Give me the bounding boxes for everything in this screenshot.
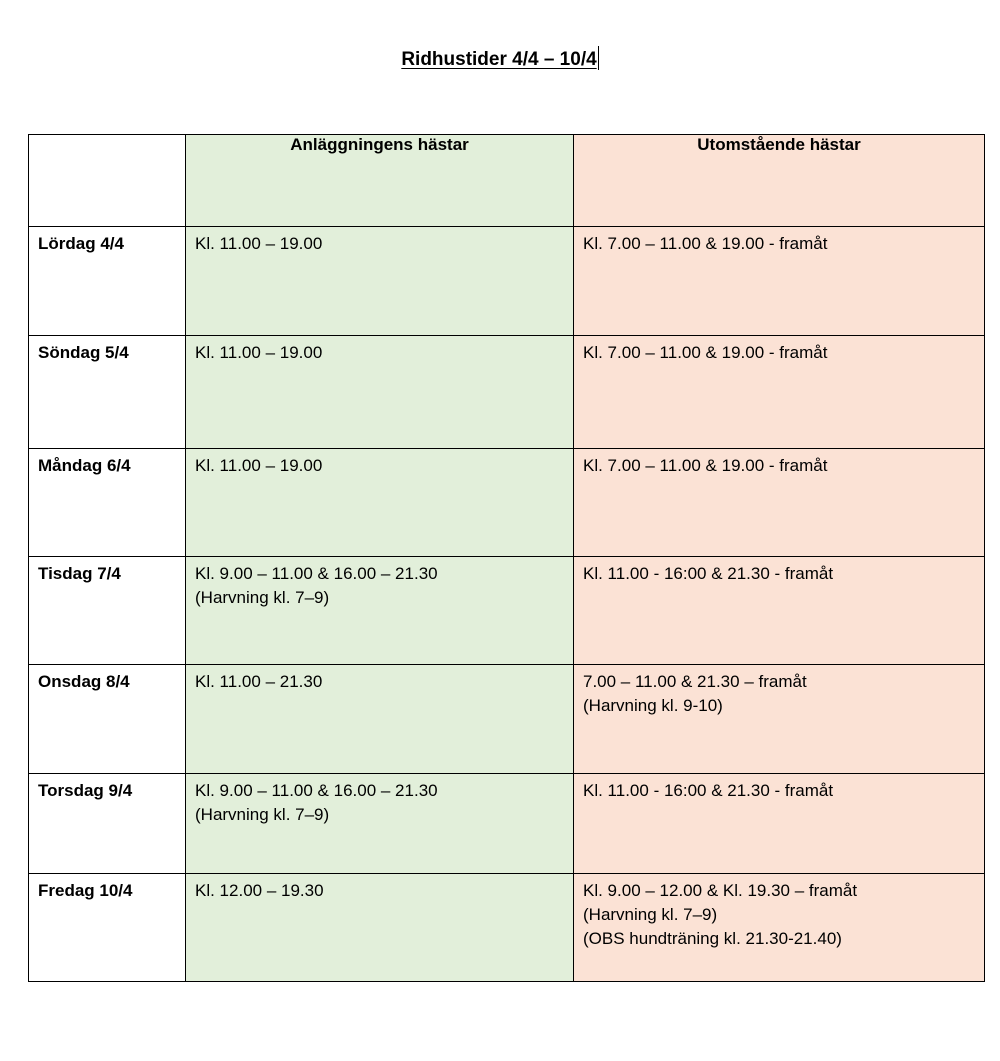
external-horses-cell (574, 557, 985, 665)
external-horses-time: Kl. 7.00 – 11.00 & 19.00 - framåt (583, 456, 828, 475)
external-horses-time: Kl. 7.00 – 11.00 & 19.00 - framåt (583, 234, 828, 253)
table-row (29, 449, 985, 557)
own-horses-time: Kl. 11.00 – 21.30 (195, 672, 323, 691)
own-horses-note: (Harvning kl. 7–9) (195, 805, 330, 824)
own-horses-cell (186, 665, 574, 774)
external-horses-note: (Harvning kl. 9-10) (583, 696, 723, 715)
own-horses-time: Kl. 11.00 – 19.00 (195, 456, 323, 475)
schedule-table (28, 134, 985, 982)
document-title (0, 46, 1000, 74)
day-label: Torsdag 9/4 (38, 781, 133, 800)
day-label: Måndag 6/4 (38, 456, 131, 475)
day-label: Söndag 5/4 (38, 343, 129, 362)
table-header-row (29, 135, 985, 227)
day-cell (29, 336, 186, 449)
external-horses-note: (OBS hundträning kl. 21.30-21.40) (583, 929, 842, 948)
day-cell (29, 774, 186, 874)
table-row (29, 665, 985, 774)
day-label: Lördag 4/4 (38, 234, 124, 253)
header-own-horses: Anläggningens hästar (186, 135, 574, 227)
day-cell (29, 874, 186, 982)
own-horses-time: Kl. 11.00 – 19.00 (195, 234, 323, 253)
own-horses-cell (186, 336, 574, 449)
own-horses-time: Kl. 9.00 – 11.00 & 16.00 – 21.30 (195, 781, 438, 800)
external-horses-cell (574, 665, 985, 774)
external-horses-cell (574, 227, 985, 336)
external-horses-time: Kl. 11.00 - 16:00 & 21.30 - framåt (583, 781, 834, 800)
own-horses-cell (186, 227, 574, 336)
day-cell (29, 665, 186, 774)
day-label: Tisdag 7/4 (38, 564, 121, 583)
text-cursor (598, 46, 599, 70)
own-horses-cell (186, 874, 574, 982)
day-cell (29, 227, 186, 336)
own-horses-cell (186, 774, 574, 874)
table-row (29, 874, 985, 982)
table-row (29, 557, 985, 665)
external-horses-cell (574, 336, 985, 449)
day-cell (29, 449, 186, 557)
day-cell (29, 557, 186, 665)
external-horses-cell (574, 774, 985, 874)
external-horses-time: Kl. 7.00 – 11.00 & 19.00 - framåt (583, 343, 828, 362)
day-label: Fredag 10/4 (38, 881, 133, 900)
external-horses-time: 7.00 – 11.00 & 21.30 – framåt (583, 672, 807, 691)
table-row (29, 227, 985, 336)
own-horses-time: Kl. 11.00 – 19.00 (195, 343, 323, 362)
day-label: Onsdag 8/4 (38, 672, 130, 691)
external-horses-time: Kl. 9.00 – 12.00 & Kl. 19.30 – framåt (583, 881, 858, 900)
own-horses-time: Kl. 12.00 – 19.30 (195, 881, 324, 900)
header-day (29, 135, 186, 227)
own-horses-cell (186, 449, 574, 557)
table-row (29, 774, 985, 874)
external-horses-time: Kl. 11.00 - 16:00 & 21.30 - framåt (583, 564, 834, 583)
own-horses-time: Kl. 9.00 – 11.00 & 16.00 – 21.30 (195, 564, 438, 583)
table-row (29, 336, 985, 449)
external-horses-note: (Harvning kl. 7–9) (583, 905, 718, 924)
header-external-horses: Utomstående hästar (574, 135, 985, 227)
external-horses-cell (574, 449, 985, 557)
own-horses-cell (186, 557, 574, 665)
document-title-text: Ridhustider 4/4 – 10/4 (401, 49, 597, 70)
external-horses-cell (574, 874, 985, 982)
own-horses-note: (Harvning kl. 7–9) (195, 588, 330, 607)
